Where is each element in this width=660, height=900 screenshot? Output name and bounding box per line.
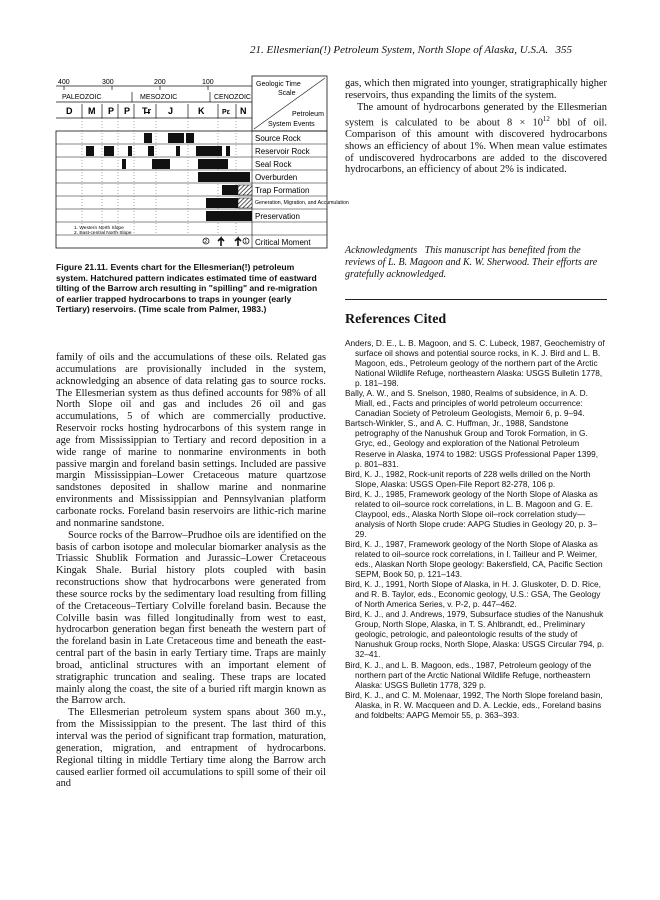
critical-moment-arrow-icon bbox=[218, 238, 224, 246]
time-tick: 100 bbox=[202, 79, 214, 86]
seal-bar bbox=[122, 159, 126, 169]
figure-caption: Figure 21.11. Events chart for the Ellesmerian(!) petroleum system. Hatchured pattern indicates estimated time of eastward tilting of the Barrow arch resulting in "spilling" and re-migration of earlier trapped hydrocarbons to traps in younger (early Tertiary) reservoirs. (Time scale from Palmer, 1983.) bbox=[56, 262, 318, 315]
reference-item: Bird, K. J., and J. Andrews, 1979, Subsurface studies of the Nanushuk Group, North Slope, Alaska, in T. S. Ahlbrandt, ed., Preliminary geologic, petrologic, and paleontologic results of the study of Nanushuk Group rocks, North Slope, Alaska: USGS Circular 794, p. 32–41. bbox=[345, 609, 605, 660]
body-paragraph: The amount of hydrocarbons generated by the Ellesmerian system is calculated to be about $8 \times 10^{12}$ bbl of oil. Comparison of this amount with discovered hydrocarbons shows an efficiency of about 1%. When mean value estimates of undiscovered hydrocarbons are added to the discovered hydrocarbons, an efficiency of about 2% is indicated. bbox=[345, 101, 607, 176]
section-divider bbox=[345, 299, 607, 300]
body-paragraph: family of oils and the accumulations of these oils. Related gas accumulations are provisionally included in the system, acknowledging an absence of data relating gas to source rocks. The Ellesmerian system as thus defined accounts for 98% of all North Slope oil and gas and includes 26 oil and gas accumulations, 5 of which are commercially productive. Reservoir rocks hosting hydrocarbons of this system range in age from Mississippian to Tertiary and record deposition in a wide range of marine to nonmarine environments in both passive margin and foreland basin settings. Included are passive margin Mississippian–Lower Cretaceous mature quartzose sandstones deposited in shallow marine and nonmarine environments and Mississippian and Pennsylvanian platform carbonate rocks. Foreland basin reservoirs are lithic-rich marine and nonmarine sandstone. bbox=[56, 352, 326, 529]
event-label: Critical Moment bbox=[255, 238, 311, 247]
period-label: J bbox=[168, 106, 174, 116]
period-label: P bbox=[124, 106, 131, 116]
reservoir-bar bbox=[226, 146, 230, 156]
reservoir-bar bbox=[86, 146, 94, 156]
ack-body: This manuscript has benefited from the reviews of L. B. Magoon and K. W. Sherwood. Their efforts are gratefully acknowledged. bbox=[345, 245, 598, 280]
reference-item: Bird, K. J., and L. B. Magoon, eds., 1987, Petroleum geology of the northern part of the Arctic National Wildlife Refuge, northeastern Alaska: USGS Bulletin 1778, 329 p. bbox=[345, 659, 592, 690]
reference-item: Bird, K. J., 1982, Rock-unit reports of 228 wells drilled on the North Slope, Alaska: USGS Open-File Report 82-278, 106 p. bbox=[345, 468, 591, 489]
event-label: Seal Rock bbox=[255, 160, 292, 169]
trap-bar bbox=[222, 185, 238, 195]
reference-item: Bird, K. J., 1987, Framework geology of the North Slope of Alaska as related to oil–source rock correlations, in I. Tailleur and P. Weimer, eds., Alaskan North Slope geology: Bakersfield, CA, Pacific Section SEPM, Book 50, p. 121–143. bbox=[345, 538, 603, 580]
references-title: References Cited bbox=[345, 312, 447, 327]
reservoir-bar bbox=[196, 146, 222, 156]
right-column bbox=[345, 78, 607, 176]
period-label: K bbox=[198, 106, 205, 116]
seal-bar bbox=[152, 159, 170, 169]
body-paragraph: gas, which then migrated into younger, stratigraphically higher reservoirs, thus expanding the limits of the system. bbox=[345, 78, 607, 101]
running-title: 21. Ellesmerian(!) Petroleum System, North Slope of Alaska, U.S.A. bbox=[250, 44, 549, 56]
trap-hatch-bar bbox=[238, 185, 252, 195]
legend-title: Scale bbox=[278, 90, 296, 97]
source-rock-bar bbox=[186, 133, 194, 143]
seal-bar bbox=[198, 159, 228, 169]
preservation-bar bbox=[206, 211, 252, 221]
svg-text:2: 2 bbox=[204, 239, 208, 245]
left-column bbox=[56, 352, 326, 790]
reference-item: Bird, K. J., 1991, North Slope of Alaska, in H. J. Gluskoter, D. D. Rice, and R. B. Taylor, eds., Economic geology, U.S.: GSA, The Geology of North America Series, v. P-2, p. 447–462. bbox=[345, 579, 601, 610]
source-rock-bar bbox=[144, 133, 152, 143]
ack-heading: Acknowledgments bbox=[345, 245, 418, 256]
era-label: PALEOZOIC bbox=[62, 94, 102, 101]
time-tick: 300 bbox=[102, 79, 114, 86]
event-label: Overburden bbox=[255, 173, 298, 182]
footnote: 2. East-central North Slope bbox=[74, 231, 132, 236]
event-label: Source Rock bbox=[255, 134, 301, 143]
era-label: CENOZOIC bbox=[214, 94, 251, 101]
critical-moment-arrow-icon bbox=[235, 238, 241, 246]
legend-petroleum: Petroleum bbox=[292, 111, 324, 118]
footnote: 1. Western North Slope bbox=[74, 226, 124, 231]
reservoir-bar bbox=[176, 146, 180, 156]
period-label: P bbox=[108, 106, 115, 116]
running-header bbox=[250, 44, 570, 56]
reservoir-bar bbox=[128, 146, 132, 156]
body-paragraph: Source rocks of the Barrow–Prudhoe oils are identified on the basis of carbon isotope and molecular biomarker analysis as the Triassic Shublik Formation and Jurassic–Lower Cretaceous Kingak Shale. Burial history plots coupled with basin reconstructions show that hydrocarbons were generated from these source rocks by the sedimentary load resulting from filling of the Cretaceous–Tertiary Colville foreland basin. Because the Colville basin was filled longitudinally from west to east, hydrocarbon generation began first beneath the western part of the foreland basin in Late Cretaceous time and beneath the east-central part of the basin in early Tertiary time. Traps are mainly broad, anticlinal structures with an important element of stratigraphic truncation and sealing. These traps are located mainly along the coast, the site of a buried rift margin known as the Barrow arch. bbox=[56, 529, 326, 707]
reference-item: Bird, K. J., 1985, Framework geology of the North Slope of Alaska as related to oil–source rock correlations, in L. B. Magoon and G. E. Claypool, eds., Alaska North Slope oil–rock correlation study—analysis of North Slope crude: AAPG Studies in Geology 20, p. 3–29. bbox=[345, 488, 598, 539]
generation-hatch-bar bbox=[238, 198, 252, 208]
reference-item: Bird, K. J., and C. M. Molenaar, 1992, The North Slope foreland basin, Alaska, in R. W. Macqueen and D. A. Leckie, eds., Foreland basins and foldbelts: AAPG Memoir 55, p. 363–393. bbox=[345, 689, 603, 720]
svg-text:1: 1 bbox=[244, 239, 248, 245]
page-number: 355 bbox=[555, 44, 572, 56]
period-label: Pε bbox=[222, 109, 230, 116]
reference-item: Bally, A. W., and S. Snelson, 1980, Realms of subsidence, in A. D. Miall, ed., Facts and principles of world petroleum occurrence: Canadian Society of Petroleum Geologists, Memoir 6, p. 9–94. bbox=[345, 388, 588, 419]
period-label: T̶r bbox=[142, 106, 151, 116]
overburden-bar bbox=[198, 172, 250, 182]
source-rock-bar bbox=[168, 133, 184, 143]
event-label: Generation, Migration, and Accumulation bbox=[255, 200, 349, 206]
reservoir-bar bbox=[148, 146, 154, 156]
reference-item: Bartsch-Winkler, S., and A. C. Huffman, Jr., 1988, Sandstone petrography of the Nanushuk Group and Torok Formation, in G. Gryc, ed., Geology and exploration of the National Petroleum Reserve in Alaska, 1974 to 1982: USGS Professional Paper 1399, p. 801–831. bbox=[345, 418, 599, 469]
event-label: Reservoir Rock bbox=[255, 147, 310, 156]
era-label: MESOZOIC bbox=[140, 94, 178, 101]
events-chart-figure bbox=[56, 76, 349, 248]
event-label: Trap Formation bbox=[255, 186, 310, 195]
period-label: D bbox=[66, 106, 73, 116]
legend-petroleum: System Events bbox=[268, 121, 315, 128]
period-label: M bbox=[88, 106, 96, 116]
event-label: Preservation bbox=[255, 212, 300, 221]
references-list bbox=[345, 338, 607, 720]
reservoir-bar bbox=[104, 146, 114, 156]
time-tick: 200 bbox=[154, 79, 166, 86]
acknowledgments bbox=[345, 245, 607, 281]
time-tick: 400 bbox=[58, 79, 70, 86]
generation-bar bbox=[206, 198, 238, 208]
legend-title: Geologic Time bbox=[256, 81, 301, 88]
period-label: N bbox=[240, 106, 247, 116]
reference-item: Anders, D. E., L. B. Magoon, and S. C. Lubeck, 1987, Geochemistry of surface oil shows and potential source rocks, in K. J. Bird and L. B. Magoon, eds., Petroleum geology of the northern part of the Arctic National Wildlife Refuge, northeastern Alaska: USGS Bulletin 1778, p. 181–198. bbox=[345, 338, 605, 389]
body-paragraph: The Ellesmerian petroleum system spans about 360 m.y., from the Mississippian to the present. The last third of this interval was the period of significant trap formation, maturation, generation, migration, and entrapment of hydrocarbons. Regional tilting in middle Tertiary time along the Barrow arch caused earlier formed oil accumulations to spill some of their oil and bbox=[56, 707, 326, 790]
